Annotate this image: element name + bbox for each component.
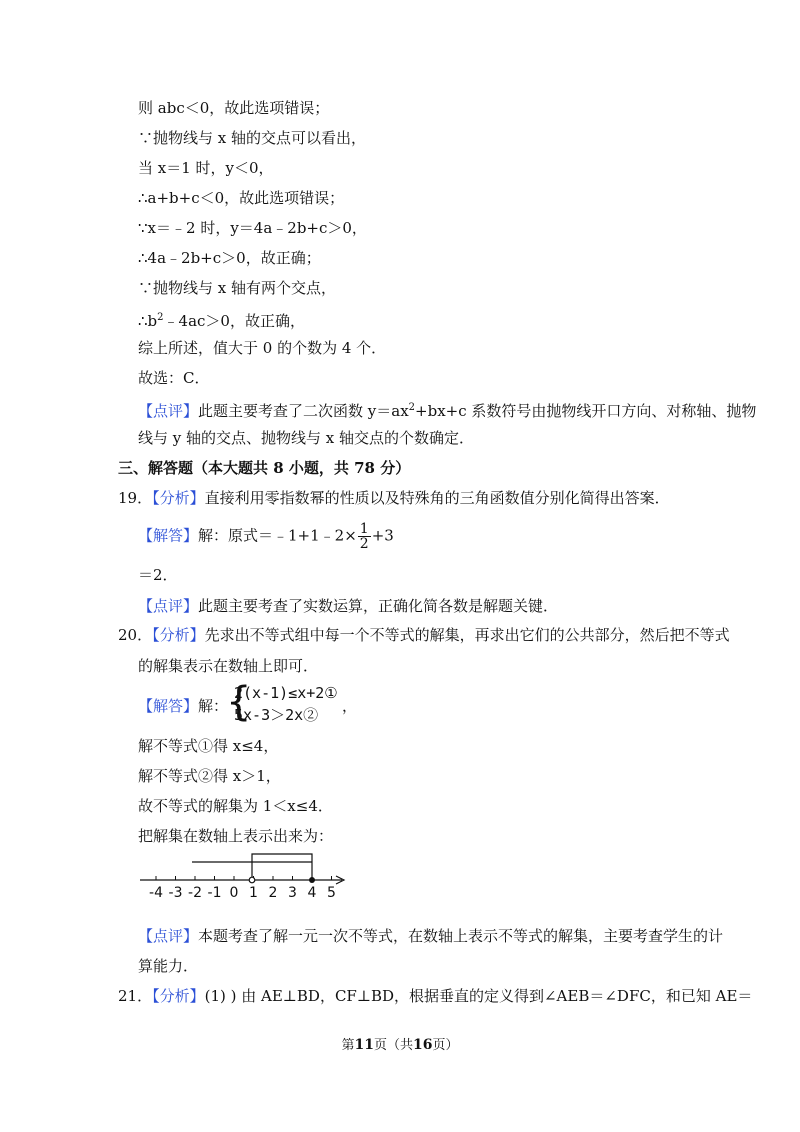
text-line: 综上所述，值大于 0 的个数为 4 个． (138, 339, 387, 357)
superscript: 2 (157, 312, 164, 323)
analysis-tag: 【分析】 (152, 489, 205, 507)
question-20-analysis-cont: 的解集表示在数轴上即可． (138, 657, 319, 675)
text-line: ∵抛物线与 x 轴有两个交点， (138, 279, 336, 297)
tick-label: -4 (149, 885, 163, 901)
number-line-figure (130, 846, 360, 902)
total-pages: 16 (413, 1037, 433, 1053)
tick-label: -1 (207, 885, 222, 901)
text-line: ∴4a﹣2b+c＞0，故正确； (138, 249, 321, 267)
analysis-tag: 【分析】 (152, 626, 205, 644)
question-20-answer (138, 696, 228, 716)
comment-tag: 【点评】 (138, 402, 199, 420)
tick-label: -2 (188, 885, 202, 901)
question-number: 21． (118, 987, 153, 1005)
inequality-1: 2(x-1)≤x+2① (234, 684, 338, 702)
question-19-comment (138, 596, 558, 616)
text-line (138, 308, 305, 331)
tick-label: 1 (249, 885, 258, 901)
page-number: 11 (354, 1037, 374, 1053)
text-fragment: 解：原式＝﹣1+1﹣2× (198, 526, 357, 545)
text-fragment: ﹣4ac＞0，故正确， (163, 312, 305, 330)
question-19-answer (138, 522, 394, 551)
text-fragment: 此题主要考查了实数运算，正确化简各数是解题关键． (198, 597, 559, 615)
question-number: 20． (118, 626, 153, 644)
fraction-denominator: 2 (359, 536, 369, 552)
review-line: 线与 y 轴的交点、抛物线与 x 轴交点的个数确定． (138, 429, 475, 447)
text-fragment: +3 (371, 526, 394, 545)
text-fragment: 本题考查了解一元一次不等式，在数轴上表示不等式的解集，主要考查学生的计 (198, 927, 724, 945)
system-comma: ， (342, 697, 358, 715)
question-19-result: ＝2． (138, 566, 178, 584)
comment-tag: 【点评】 (138, 927, 199, 945)
tick-label: 5 (327, 885, 336, 901)
text-line: ∴a+b+c＜0，故此选项错误； (138, 189, 345, 207)
inequality-2: 5x-3＞2x② (234, 706, 319, 724)
footer-text: 页） (432, 1038, 459, 1053)
text-line: 则 abc＜0，故此选项错误； (138, 99, 330, 117)
footer-text: 第 (341, 1038, 355, 1053)
text-line: 当 x＝1 时，y＜0， (138, 159, 274, 177)
solution-bracket (252, 854, 312, 880)
question-20-comment (138, 926, 723, 946)
text-fragment: ∴b (138, 312, 158, 330)
tick-label: 0 (229, 885, 239, 901)
solution-step: 解不等式②得 x＞1， (138, 767, 281, 785)
open-endpoint-1 (249, 877, 255, 883)
review-line (138, 398, 756, 421)
question-20-comment-cont: 算能力． (138, 957, 199, 975)
comment-tag: 【点评】 (138, 597, 199, 615)
question-number: 19． (118, 489, 153, 507)
answer-tag: 【解答】 (138, 697, 199, 715)
fraction-numerator: 1 (359, 521, 369, 537)
question-19-analysis (118, 488, 670, 508)
analysis-tag: 【分析】 (152, 987, 205, 1005)
tick-label: -3 (168, 885, 183, 901)
text-line: 故选：C． (138, 369, 210, 387)
question-20-analysis (118, 625, 730, 645)
footer-text: 页（共 (373, 1038, 413, 1053)
question-21-analysis (118, 986, 752, 1006)
closed-endpoint-4 (309, 877, 315, 883)
text-fragment: 此题主要考查了二次函数 y＝ax (198, 402, 409, 420)
text-line: ∵抛物线与 x 轴的交点可以看出， (138, 129, 366, 147)
text-fragment: (1) ) 由 AE⊥BD，CF⊥BD，根据垂直的定义得到∠AEB＝∠DFC，和已知 AE＝ (204, 987, 753, 1005)
solution-step: 故不等式的解集为 1＜x≤4． (138, 797, 333, 815)
solution-step: 把解集在数轴上表示出来为： (138, 827, 334, 845)
tick-label: 2 (268, 885, 278, 901)
text-fragment: 先求出不等式组中每一个不等式的解集，再求出它们的公共部分，然后把不等式 (204, 626, 730, 644)
superscript: 2 (408, 402, 416, 413)
text-line: ∵x＝﹣2 时，y＝4a﹣2b+c＞0， (138, 219, 367, 237)
tick-label: 4 (307, 885, 317, 901)
tick-label: 3 (288, 885, 297, 901)
page-footer (0, 1034, 800, 1053)
system-brace: { (226, 679, 252, 725)
section-heading: 三、解答题（本大题共 8 小题，共 78 分） (118, 459, 411, 477)
text-fragment: 直接利用零指数幂的性质以及特殊角的三角函数值分别化简得出答案． (204, 489, 670, 507)
fraction (358, 522, 371, 551)
text-fragment: 解： (198, 697, 229, 715)
answer-tag: 【解答】 (138, 526, 199, 545)
solution-step: 解不等式①得 x≤4， (138, 737, 279, 755)
text-fragment: +bx+c 系数符号由抛物线开口方向、对称轴、抛物 (415, 402, 757, 420)
